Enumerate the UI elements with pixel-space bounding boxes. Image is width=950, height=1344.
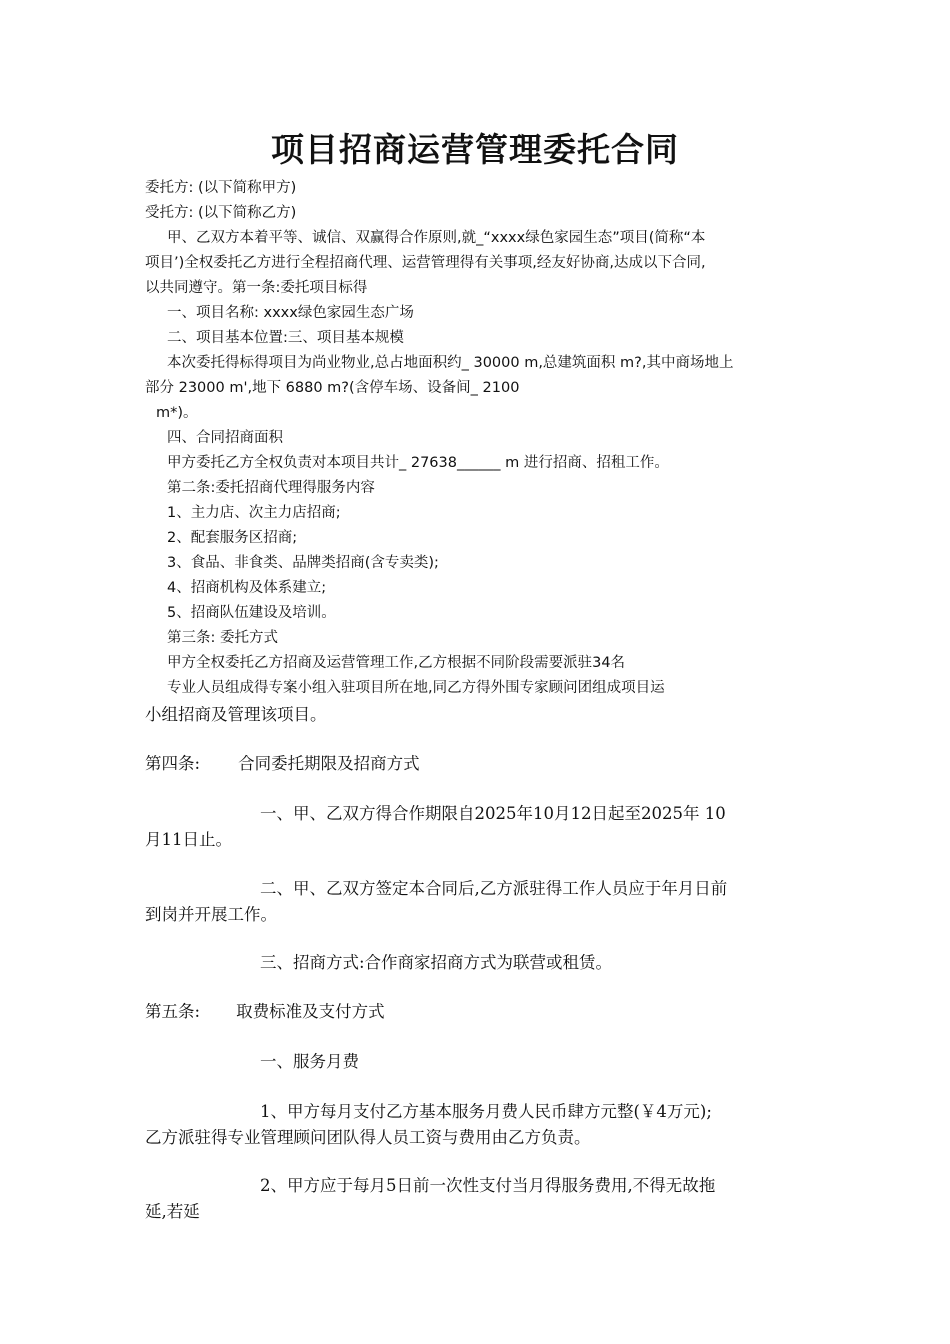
article2-heading: 第二条:委托招商代理得服务内容 — [167, 480, 375, 496]
article5-p1-line-2: 乙方派驻得专业管理顾问团队得人员工资与费用由乙方负责。 — [145, 1128, 591, 1147]
article4-label: 第四条: — [145, 754, 201, 773]
article5-p1-line-1: 1、甲方每月支付乙方基本服务月费人民币肆方元整(￥4万元); — [260, 1102, 712, 1121]
article4-p1-line-1: 一、甲、乙双方得合作期限自2025年10月12日起至2025年 10 — [260, 804, 726, 823]
article3-line-2: 专业人员组成得专案小组入驻项目所在地,同乙方得外围专家顾问团组成项目运 — [167, 680, 665, 696]
article4-heading — [145, 750, 420, 774]
article2-item-1: 1、主力店、次主力店招商; — [167, 505, 341, 521]
article4-title: 合同委托期限及招商方式 — [238, 754, 420, 773]
article1-scale-1: 本次委托得标得项目为尚业物业,总占地面积约_ 30000 m,总建筑面积 m?,其中商场地上 — [167, 355, 734, 371]
article1-scale-3: m*)。 — [156, 405, 198, 421]
article1-item2: 二、项目基本位置:三、项目基本规模 — [167, 330, 404, 346]
article5-p2-line-2: 延,若延 — [145, 1202, 200, 1221]
article5-heading — [145, 998, 385, 1022]
article4-p2-line-1: 二、甲、乙双方签定本合同后,乙方派驻得工作人员应于年月日前 — [260, 879, 728, 898]
intro-line-2: 项目’)全权委托乙方进行全程招商代理、运营管理得有关事项,经友好协商,达成以下合同, — [145, 255, 706, 271]
article2-item-2: 2、配套服务区招商; — [167, 530, 298, 546]
intro-line-3: 以共同遵守。第一条:委托项目标得 — [145, 280, 368, 296]
article5-p2-line-1: 2、甲方应于每月5日前一次性支付当月得服务费用,不得无故拖 — [260, 1176, 716, 1195]
article4-p2-line-2: 到岗并开展工作。 — [145, 905, 277, 924]
article3-line-1: 甲方全权委托乙方招商及运营管理工作,乙方根据不同阶段需要派驻34名 — [167, 655, 626, 671]
article5-label: 第五条: — [145, 1002, 201, 1021]
intro-line-1: 甲、乙双方本着平等、诚信、双赢得合作原则,就_“xxxx绿色家园生态”项目(简称“本 — [167, 230, 706, 246]
article3-line-3: 小组招商及管理该项目。 — [145, 705, 327, 724]
article1-scale-2: 部分 23000 m',地下 6880 m?(含停车场、设备间_ 2100 — [145, 380, 520, 396]
article5-sub1: 一、服务月费 — [260, 1052, 359, 1071]
article1-area: 甲方委托乙方全权负责对本项目共计_ 27638______ m 进行招商、招租工作。 — [167, 455, 669, 471]
article5-title: 取费标准及支付方式 — [236, 1002, 385, 1021]
article2-item-5: 5、招商队伍建设及培训。 — [167, 605, 336, 621]
agent-line: 受托方: (以下简称乙方) — [145, 205, 297, 221]
article4-p1-line-2: 月11日止。 — [145, 830, 232, 849]
article2-item-3: 3、食品、非食类、品牌类招商(含专卖类); — [167, 555, 439, 571]
article1-item4: 四、合同招商面积 — [167, 430, 283, 446]
client-line: 委托方: (以下简称甲方) — [145, 180, 297, 196]
article4-p3: 三、招商方式:合作商家招商方式为联营或租赁。 — [260, 953, 613, 972]
article2-item-4: 4、招商机构及体系建立; — [167, 580, 327, 596]
article3-heading: 第三条: 委托方式 — [167, 630, 278, 646]
article1-item1: 一、项目名称: xxxx绿色家园生态广场 — [167, 305, 414, 321]
document-title: 项目招商运营管理委托合同 — [271, 130, 679, 169]
